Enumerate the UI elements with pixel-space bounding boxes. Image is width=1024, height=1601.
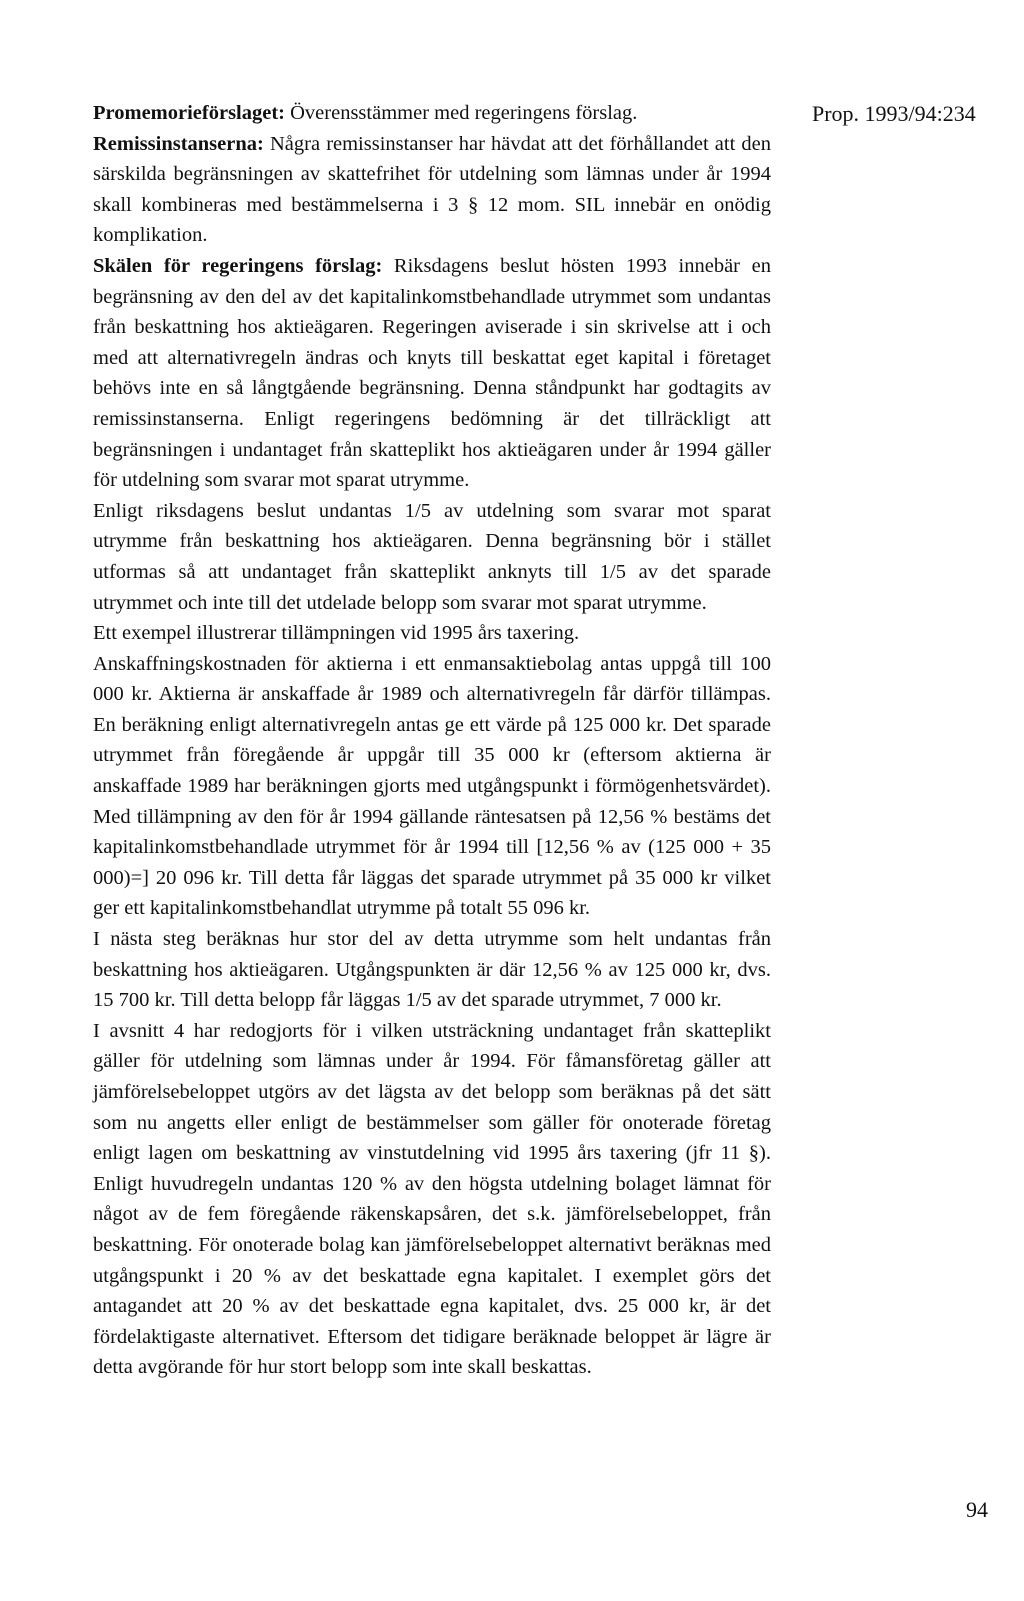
paragraph-text: Anskaffningskostnaden för aktierna i ett enmansaktiebolag antas uppgå till 100 000 kr. Aktierna är anskaffade år 1989 och alternativregeln får därför tillämpas. En beräkning enligt alternativregeln antas ge ett värde på 125 000 kr. Det sparade utrymmet från föregående år uppgår till 35 000 kr (eftersom aktierna är anskaffade 1989 har beräkningen gjorts med utgångspunkt i förmögenhetsvärdet). Med tillämpning av den för år 1994 gällande räntesatsen på 12,56 % bestäms det kapitalinkomstbehandlade utrymmet för år 1994 till [12,56 % av (125 000 + 35 000)=] 20 096 kr. Till detta får läggas det sparade utrymmet på 35 000 kr vilket ger ett kapitalinkomstbehandlat utrymme på totalt 55 096 kr. [93, 652, 771, 920]
page-number: 94 [966, 1497, 988, 1522]
paragraph-heading: Skälen för regeringens förslag: [93, 254, 383, 277]
paragraph-exempel-berakning [93, 649, 771, 924]
paragraph-avsnitt-4 [93, 1016, 771, 1383]
paragraph-skalen [93, 251, 771, 496]
paragraph-remissinstanserna [93, 129, 771, 251]
paragraph-exempel-intro [93, 618, 771, 649]
proposition-reference: Prop. 1993/94:234 [812, 101, 976, 126]
paragraph-text: Riksdagens beslut hösten 1993 innebär en begränsning av den del av det kapitalinkomstbehandlade utrymmet som undantas från beskattning hos aktieägaren. Regeringen aviserade i sin skrivelse att i och med att alternativregeln ändras och knyts till beskattat eget kapital i företaget behövs inte en så långtgående begränsning. Denna ståndpunkt har godtagits av remissinstanserna. Enligt regeringens bedömning är det tillräckligt att begränsningen i undantaget från skatteplikt hos aktieägaren under år 1994 gäller för utdelning som svarar mot sparat utrymme. [93, 254, 771, 492]
paragraph-text: Ett exempel illustrerar tillämpningen vid 1995 års taxering. [93, 622, 580, 645]
paragraph-text: Överensstämmer med regeringens förslag. [285, 102, 638, 124]
paragraph-nasta-steg [93, 924, 771, 1016]
paragraph-text: I avsnitt 4 har redogjorts för i vilken utsträckning undantaget från skatteplikt gäller för utdelning som lämnas under år 1994. För fåmansföretag gäller att jämförelsebeloppet utgörs av det lägsta av det belopp som beräknas på det sätt som nu angetts eller enligt de bestämmelser som gäller för onoterade företag enligt lagen om beskattning av vinstutdelning vid 1995 års taxering (jfr 11 §). Enligt huvudregeln undantas 120 % av den högsta utdelning bolaget lämnat för något av de fem föregående räkenskapsåren, det s.k. jämförelsebeloppet, från beskattning. För onoterade bolag kan jämförelsebeloppet alternativt beräknas med utgångspunkt i 20 % av det beskattade egna kapitalet. I exemplet görs det antagandet att 20 % av det beskattade egna kapitalet, dvs. 25 000 kr, är det fördelaktigaste alternativet. Eftersom det tidigare beräknade beloppet är lägre är detta avgörande för hur stort belopp som inte skall beskattas. [93, 1019, 771, 1379]
paragraph-text: Enligt riksdagens beslut undantas 1/5 av utdelning som svarar mot sparat utrymme från beskattning hos aktieägaren. Denna begränsning bör i stället utformas så att undantaget från skatteplikt anknyts till 1/5 av det sparade utrymmet och inte till det utdelade belopp som svarar mot sparat utrymme. [93, 499, 771, 614]
paragraph-heading: Promemorieförslaget: [93, 102, 285, 124]
paragraph-text: Några remissinstanser har hävdat att det förhållandet att den särskilda begränsningen av skattefrihet för utdelning som lämnas under år 1994 skall kombineras med bestämmelserna i 3 § 12 mom. SIL innebär en onödig komplikation. [93, 132, 771, 247]
paragraph-text: I nästa steg beräknas hur stor del av detta utrymme som helt undantas från beskattning hos aktieägaren. Utgångspunkten är där 12,56 % av 125 000 kr, dvs. 15 700 kr. Till detta belopp får läggas 1/5 av det sparade utrymmet, 7 000 kr. [93, 928, 771, 1012]
paragraph-promemorieforslaget [93, 98, 771, 129]
paragraph-heading: Remissinstanserna: [93, 132, 264, 155]
body-text [93, 98, 771, 1383]
paragraph-riksdagens-beslut [93, 496, 771, 618]
